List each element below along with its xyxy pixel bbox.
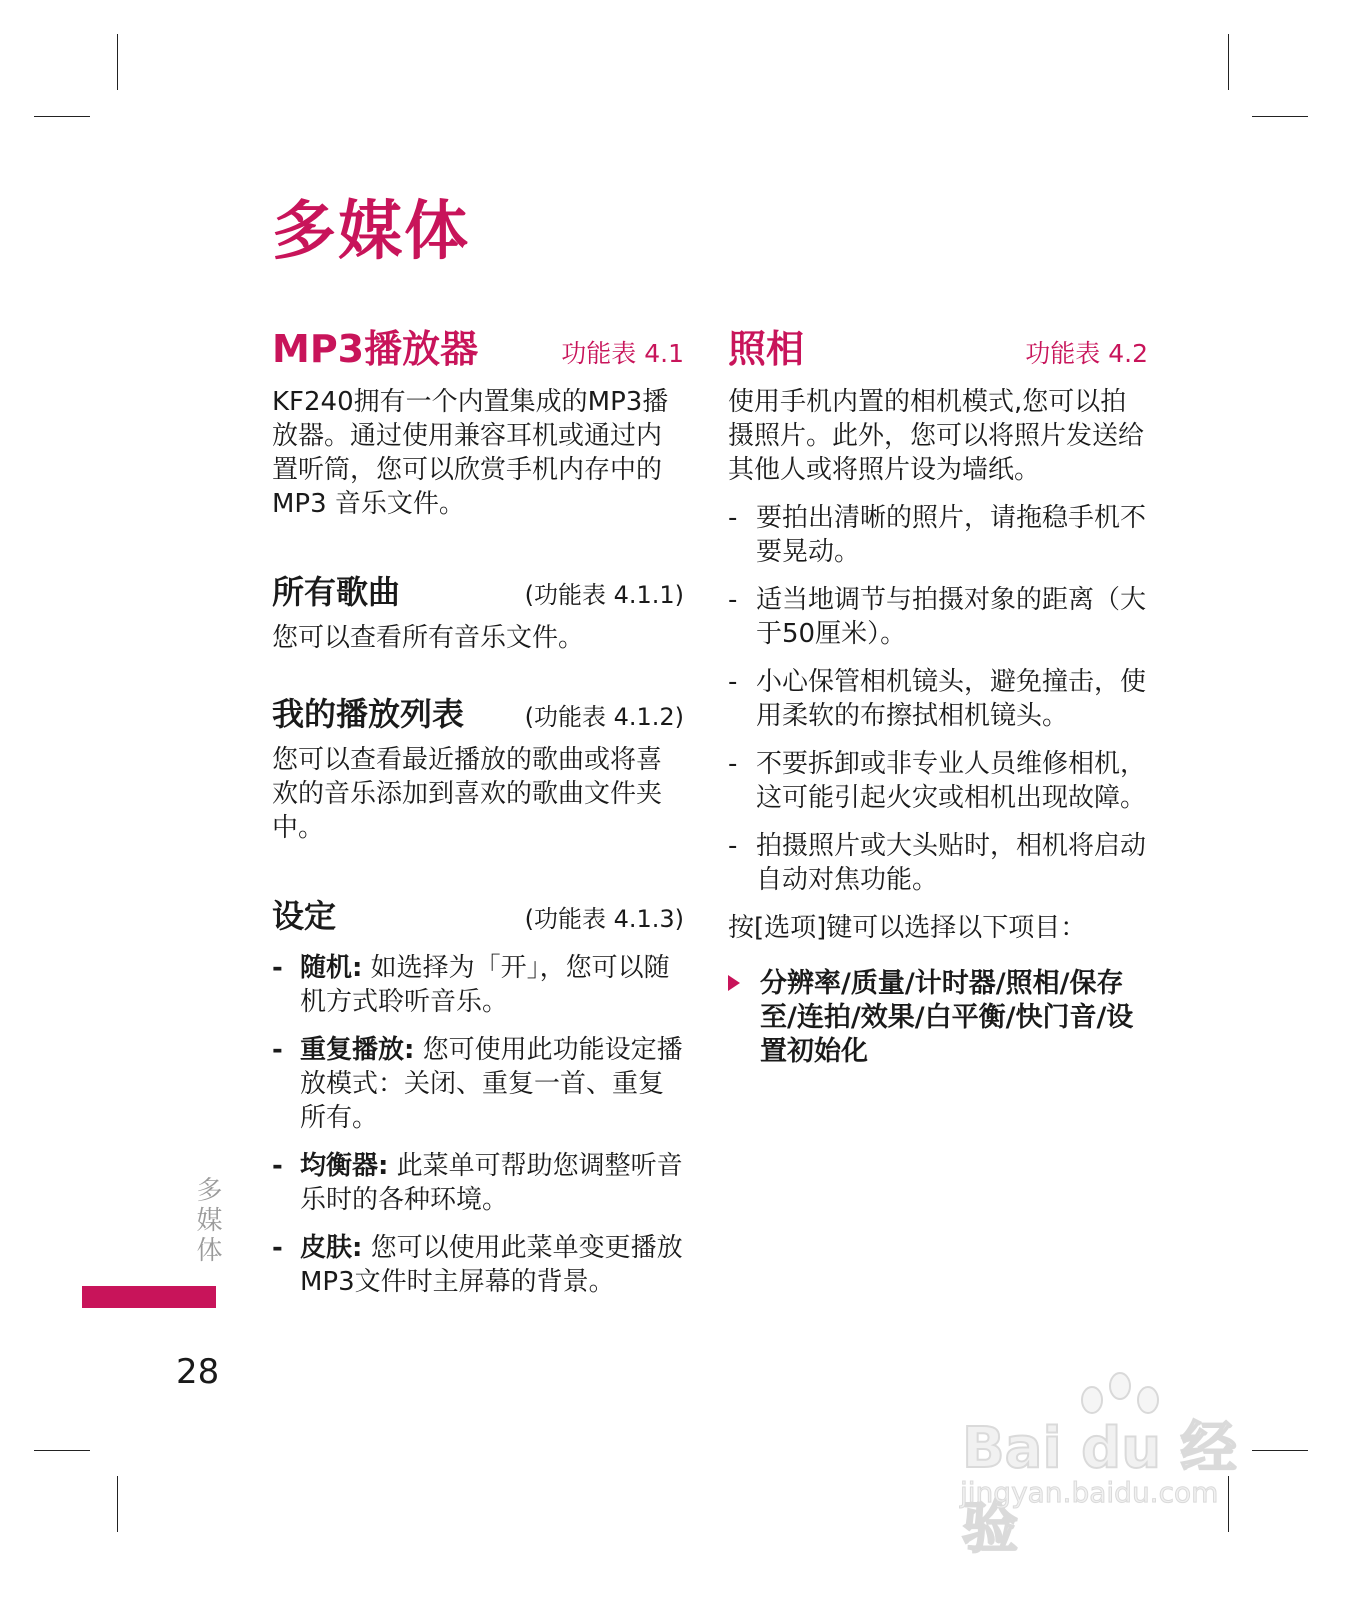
list-item: - 不要拆卸或非专业人员维修相机，这可能引起火灾或相机出现故障。 (728, 749, 1147, 813)
settings-menu-ref: (功能表 4.1.3) (524, 905, 684, 933)
playlist-body: 您可以查看最近播放的歌曲或将喜欢的音乐添加到喜欢的歌曲文件夹中。 (272, 745, 663, 843)
list-item: - 适当地调节与拍摄对象的距离（大于50厘米）。 (728, 585, 1147, 649)
list-item: - 拍摄照片或大头贴时，相机将启动自动对焦功能。 (728, 831, 1147, 895)
list-item: - 均衡器: 此菜单可帮助您调整听音乐时的各种环境。 (272, 1151, 683, 1215)
camera-tips-list (728, 501, 1148, 897)
list-item: - 小心保管相机镜头，避免撞击，使用柔软的布擦拭相机镜头。 (728, 667, 1147, 731)
mp3-section-menu-ref: 功能表 4.1 (561, 339, 684, 368)
settings-title: 设定 (272, 897, 337, 935)
page-title: 多媒体 (272, 195, 470, 269)
playlist-menu-ref: (功能表 4.1.2) (524, 703, 684, 731)
list-item: - 皮肤: 您可以使用此菜单变更播放MP3文件时主屏幕的背景。 (272, 1233, 683, 1297)
side-chapter-label: 多媒体 (192, 1176, 222, 1266)
crop-mark (1228, 34, 1229, 90)
camera-section-header (728, 318, 1148, 373)
setting-text: 如选择为「开」，您可以随机方式聆听音乐。 (300, 953, 670, 1017)
mp3-intro: KF240拥有一个内置集成的MP3播放器。通过使用兼容耳机或通过内置听筒，您可以欣赏手机内存中的 MP3 音乐文件。 (272, 387, 669, 519)
camera-section-menu-ref: 功能表 4.2 (1025, 339, 1148, 368)
camera-options (728, 967, 1148, 1069)
left-column (272, 318, 684, 1299)
crop-mark (117, 1476, 118, 1532)
camera-section-title: 照相 (728, 327, 805, 371)
setting-text: 您可以使用此菜单变更播放MP3文件时主屏幕的背景。 (300, 1233, 683, 1297)
list-item: - 要拍出清晰的照片，请拖稳手机不要晃动。 (728, 503, 1147, 567)
settings-list (272, 951, 684, 1299)
playlist-header (272, 689, 684, 735)
triangle-bullet-icon (728, 975, 740, 991)
crop-mark (34, 1450, 90, 1451)
list-item: - 重复播放: 您可使用此功能设定播放模式：关闭、重复一首、重复所有。 (272, 1035, 683, 1133)
crop-mark (1252, 116, 1308, 117)
setting-label: 随机: (300, 953, 363, 983)
right-column (728, 318, 1148, 1069)
setting-text: 您可使用此功能设定播放模式：关闭、重复一首、重复所有。 (300, 1035, 683, 1133)
setting-label: 皮肤: (300, 1233, 363, 1263)
all-songs-menu-ref: (功能表 4.1.1) (524, 581, 684, 609)
setting-text: 此菜单可帮助您调整听音乐时的各种环境。 (300, 1151, 683, 1215)
tip-text: 不要拆卸或非专业人员维修相机，这可能引起火灾或相机出现故障。 (756, 749, 1147, 813)
watermark-brand: Bai du 经验 (962, 1416, 1237, 1561)
camera-options-text: 分辨率/质量/计时器/照相/保存至/连拍/效果/白平衡/快门音/设置初始化 (760, 968, 1134, 1067)
all-songs-title: 所有歌曲 (272, 573, 401, 611)
mp3-section-header (272, 318, 684, 373)
all-songs-body: 您可以查看所有音乐文件。 (272, 623, 585, 653)
playlist-title: 我的播放列表 (272, 695, 465, 733)
watermark-url: jingyan.baidu.com (960, 1476, 1219, 1509)
tip-text: 拍摄照片或大头贴时，相机将启动自动对焦功能。 (756, 831, 1147, 895)
crop-mark (117, 34, 118, 90)
baidu-watermark (952, 1370, 1272, 1561)
tip-text: 小心保管相机镜头，避免撞击，使用柔软的布擦拭相机镜头。 (756, 667, 1147, 731)
tip-text: 要拍出清晰的照片，请拖稳手机不要晃动。 (756, 503, 1147, 567)
settings-header (272, 891, 684, 937)
crop-mark (34, 116, 90, 117)
all-songs-header (272, 567, 684, 613)
chapter-tab-bar (82, 1286, 216, 1308)
list-item: - 随机: 如选择为「开」，您可以随机方式聆听音乐。 (272, 953, 670, 1017)
setting-label: 重复播放: (300, 1035, 415, 1065)
mp3-section-title: MP3播放器 (272, 327, 479, 371)
page-number: 28 (176, 1352, 220, 1392)
tip-text: 适当地调节与拍摄对象的距离（大于50厘米）。 (756, 585, 1147, 649)
options-note: 按[选项]键可以选择以下项目： (728, 913, 1087, 943)
camera-intro: 使用手机内置的相机模式,您可以拍摄照片。此外，您可以将照片发送给其他人或将照片设为墙纸。 (728, 387, 1145, 485)
setting-label: 均衡器: (300, 1151, 389, 1181)
